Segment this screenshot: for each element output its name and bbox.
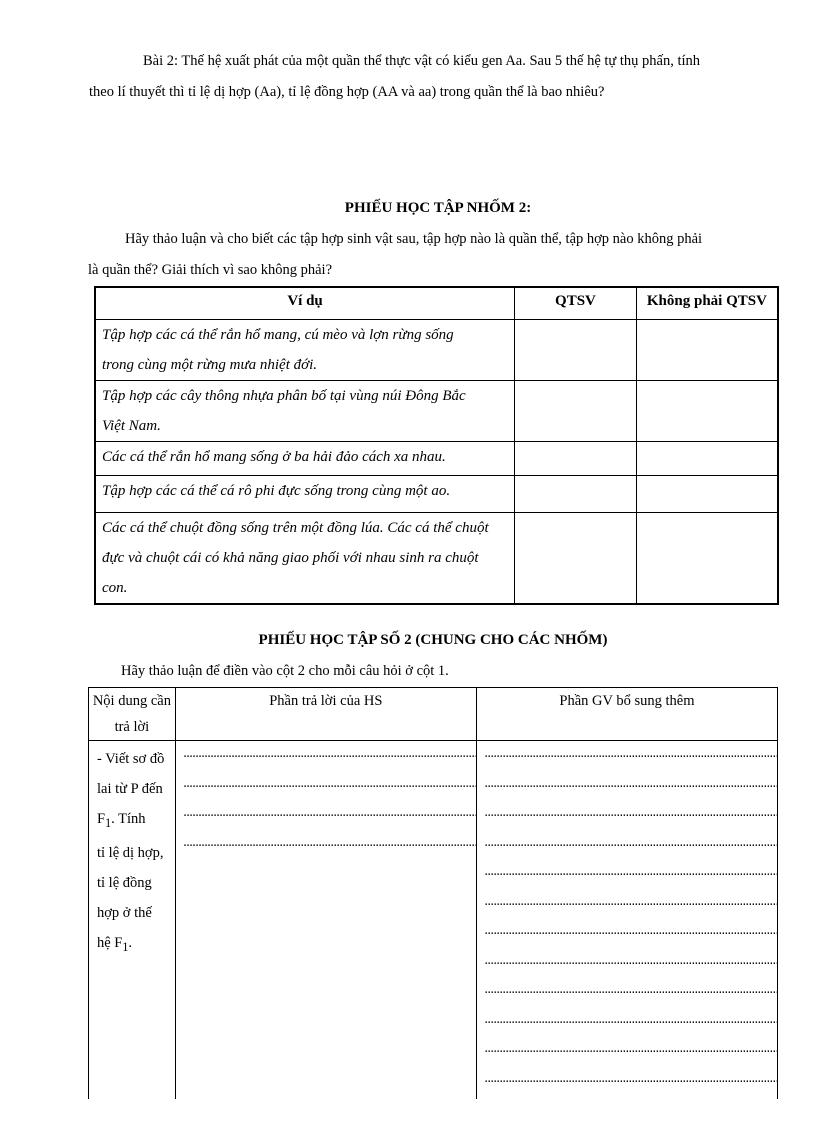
example-text-line: đực và chuột cái có khả năng giao phối với nhau sinh ra chuột: [102, 550, 479, 566]
subscript: 1: [122, 939, 129, 954]
dotted-answer-line[interactable]: ..................................................................................................: [482, 1073, 777, 1086]
qtsv-cell[interactable]: [515, 320, 637, 381]
dotted-answer-line[interactable]: ..................................................................................................: [482, 837, 777, 850]
example-cell: [95, 442, 515, 476]
dotted-answer-line[interactable]: ..................................................................................................: [181, 808, 476, 820]
example-text-line: con.: [102, 580, 128, 596]
column-header-example: Ví dụ: [95, 287, 515, 320]
table-row: [95, 320, 778, 381]
example-text-line: Việt Nam.: [102, 418, 161, 434]
teacher-notes-cell[interactable]: [476, 741, 777, 1100]
qtsv-cell[interactable]: [515, 381, 637, 442]
example-text-line: Các cá thể chuột đồng sống trên một đồng lúa. Các cá thể chuột: [102, 520, 489, 536]
table-row: [89, 741, 778, 1100]
question-line: tỉ lệ dị hợp, tỉ lệ đồng hợp ở thế: [97, 844, 164, 921]
sheet2-title: PHIẾU HỌC TẬP SỐ 2 (CHUNG CHO CÁC NHỐM): [258, 632, 608, 648]
dotted-answer-line[interactable]: ..................................................................................................: [482, 896, 777, 909]
dotted-answer-line[interactable]: ..................................................................................................: [482, 926, 777, 938]
dotted-answer-line[interactable]: ..................................................................................................: [482, 1044, 777, 1056]
example-cell: [95, 320, 515, 381]
dotted-answer-line[interactable]: ..................................................................................................: [181, 749, 476, 761]
qtsv-cell[interactable]: [515, 513, 637, 605]
table-row: [95, 476, 778, 513]
sheet1-title: PHIẾU HỌC TẬP NHỐM 2:: [344, 200, 532, 216]
example-text-line: Tập hợp các cá thể cá rô phi đực sống trong cùng một ao.: [102, 483, 451, 499]
dotted-answer-line[interactable]: ..................................................................................................: [482, 1014, 777, 1027]
sheet1-instruction-line-1: Hãy thảo luận và cho biết các tập hợp sinh vật sau, tập hợp nào là quần thể, tập hợp nào không phải: [125, 231, 703, 247]
column-header-teacher-notes: Phần GV bổ sung thêm: [476, 688, 777, 741]
exercise-line-2: theo lí thuyết thì tỉ lệ dị hợp (Aa), tỉ lệ đồng hợp (AA và aa) trong quần thể là bao nhiêu?: [89, 84, 605, 100]
table-header-row: [89, 688, 778, 741]
column-header-qtsv: QTSV: [515, 287, 637, 320]
dotted-answer-line[interactable]: ..................................................................................................: [482, 808, 777, 820]
dotted-answer-line[interactable]: ..................................................................................................: [482, 985, 777, 997]
column-header-student-answer: Phần trả lời của HS: [175, 688, 476, 741]
example-text-line: Các cá thể rắn hổ mang sống ở ba hải đảo cách xa nhau.: [102, 449, 446, 465]
example-cell: [95, 476, 515, 513]
example-cell: [95, 513, 515, 605]
dotted-answer-line[interactable]: ..................................................................................................: [181, 837, 476, 850]
subscript: 1: [105, 815, 112, 830]
question-text: hệ F: [97, 934, 123, 951]
dotted-answer-line[interactable]: ..................................................................................................: [181, 778, 476, 791]
not-qtsv-cell[interactable]: [636, 381, 778, 442]
dotted-answer-line[interactable]: ..................................................................................................: [482, 778, 777, 791]
dotted-answer-line[interactable]: ..................................................................................................: [482, 867, 777, 879]
sheet2-instruction: Hãy thảo luận để điền vào cột 2 cho mỗi câu hỏi ở cột 1.: [121, 663, 449, 679]
table-row: [95, 513, 778, 605]
sheet1-instruction-line-2: là quần thể? Giải thích vì sao không phải?: [88, 262, 333, 278]
example-text-line: Tập hợp các cây thông nhựa phân bố tại vùng núi Đông Bắc: [102, 388, 466, 404]
not-qtsv-cell[interactable]: [636, 320, 778, 381]
qtsv-cell[interactable]: [515, 476, 637, 513]
answer-table: [88, 687, 778, 1099]
exercise-line-1: Bài 2: Thế hệ xuất phát của một quần thể thực vật có kiểu gen Aa. Sau 5 thế hệ tự thụ phấn, tính: [143, 53, 701, 69]
question-text: - Viết sơ đồ lai từ P đến F: [97, 751, 165, 827]
population-table: [94, 286, 779, 605]
dotted-answer-line[interactable]: ..................................................................................................: [482, 749, 777, 761]
dotted-answer-line[interactable]: ..................................................................................................: [482, 955, 777, 968]
qtsv-cell[interactable]: [515, 442, 637, 476]
table-row: [95, 442, 778, 476]
not-qtsv-cell[interactable]: [636, 476, 778, 513]
example-text-line: Tập hợp các cá thể rắn hổ mang, cú mèo và lợn rừng sống: [102, 327, 454, 343]
not-qtsv-cell[interactable]: [636, 513, 778, 605]
question-line: [97, 744, 169, 838]
table-row: [95, 381, 778, 442]
question-cell: [89, 741, 176, 1100]
student-answer-cell[interactable]: [175, 741, 476, 1100]
example-text-line: trong cùng một rừng mưa nhiệt đới.: [102, 357, 318, 373]
question-line: [97, 928, 169, 962]
not-qtsv-cell[interactable]: [636, 442, 778, 476]
column-header-not-qtsv: Không phải QTSV: [636, 287, 778, 320]
column-header-question: Nội dung cần trả lời: [89, 688, 176, 741]
table-header-row: [95, 287, 778, 320]
example-cell: [95, 381, 515, 442]
question-text: .: [128, 934, 133, 951]
question-text: . Tính: [111, 811, 146, 827]
